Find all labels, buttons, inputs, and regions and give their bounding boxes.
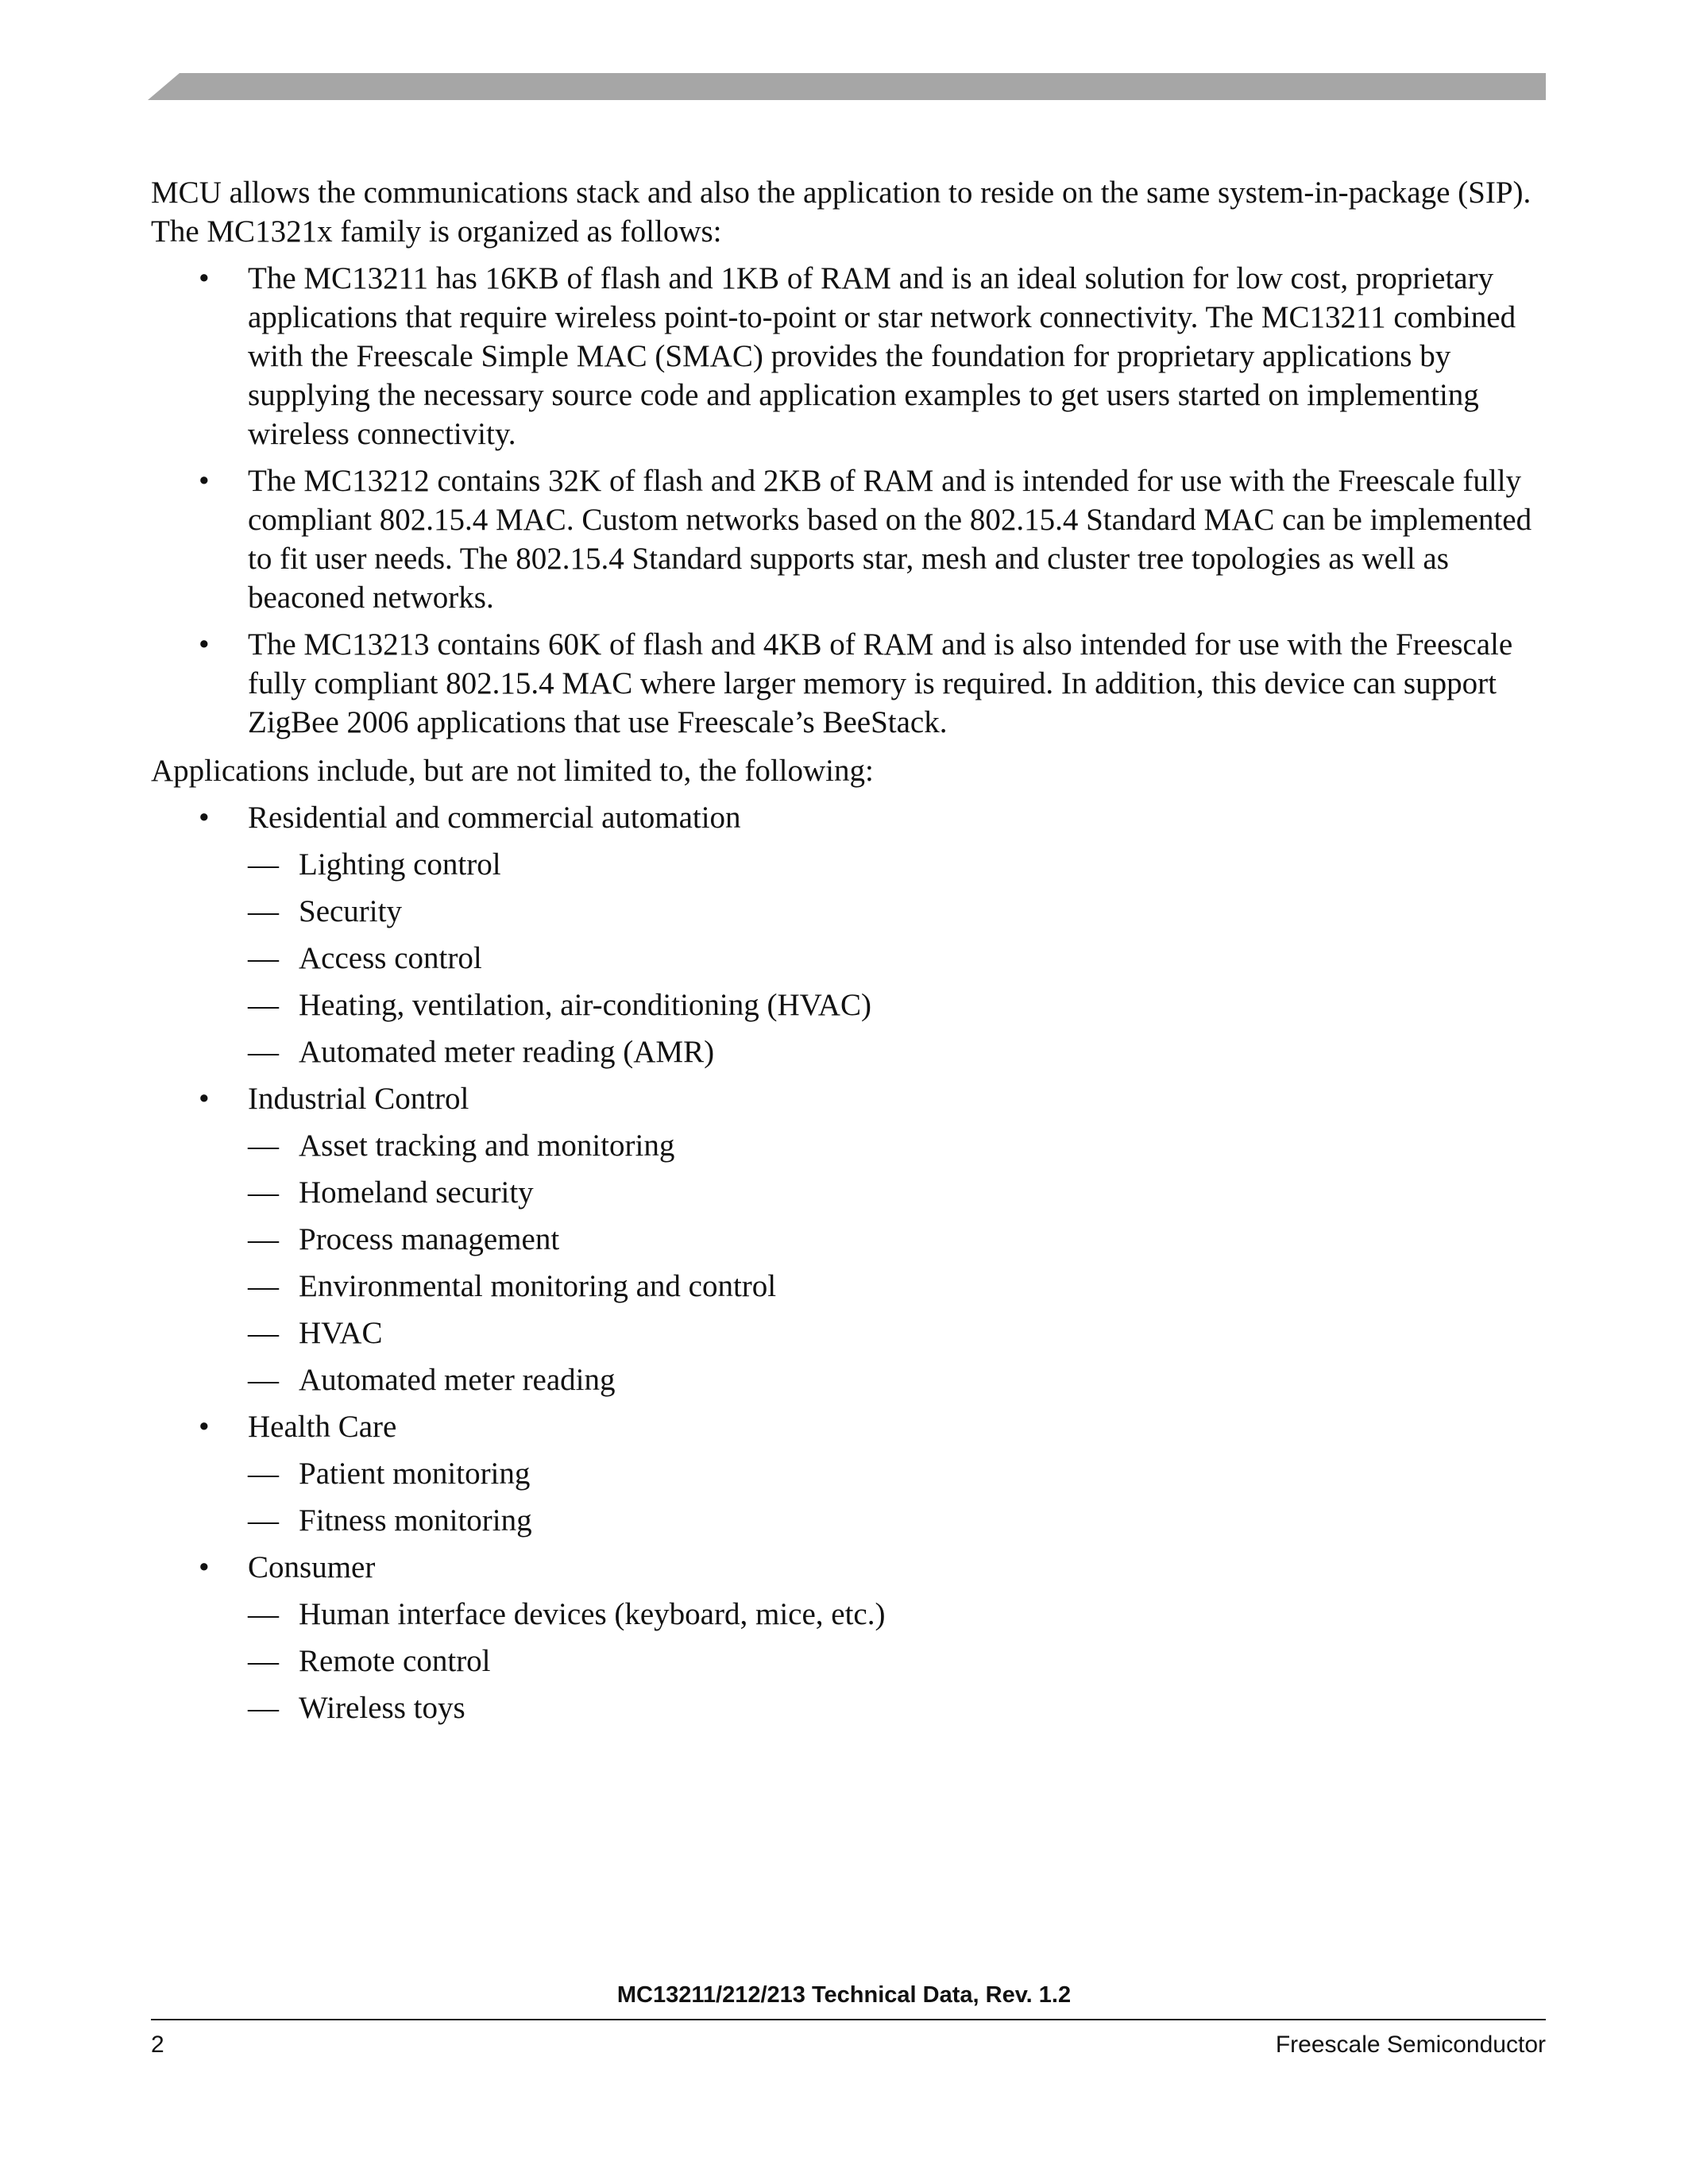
family-item-text: The MC13212 contains 32K of flash and 2KB of RAM and is intended for use with the Freescale fully compliant 802.15.4 MAC. Custom networks based on the 802.15.4 Standard MAC can be implemented to fit user needs. The 802.15.4 Standard supports star, mesh and cluster tree topologies as well as beaconed networks. <box>248 464 1532 615</box>
family-list <box>151 259 1549 742</box>
application-sub-item <box>248 1173 1549 1212</box>
sub-item-text: Human interface devices (keyboard, mice, etc.) <box>299 1597 886 1631</box>
application-sub-item <box>248 1501 1549 1540</box>
footer-document-title: MC13211/212/213 Technical Data, Rev. 1.2 <box>616 1982 1072 2008</box>
sub-item-text: Automated meter reading (AMR) <box>299 1035 715 1069</box>
sub-item-text: Lighting control <box>299 847 501 882</box>
sub-item-text: Patient monitoring <box>299 1457 531 1491</box>
application-group-consumer <box>151 1548 1549 1727</box>
application-group-label: Consumer <box>248 1550 376 1584</box>
sub-item-text: Asset tracking and monitoring <box>299 1129 675 1163</box>
application-group-label: Industrial Control <box>248 1082 469 1116</box>
sub-item-text: Process management <box>299 1222 560 1256</box>
header-bar <box>148 73 1546 100</box>
sub-item-text: Security <box>299 894 402 928</box>
application-sub-list <box>248 1454 1549 1540</box>
family-item-mc13211 <box>151 259 1549 453</box>
application-sub-list <box>248 1126 1549 1399</box>
applications-list <box>151 798 1549 1727</box>
application-sub-item <box>248 1220 1549 1259</box>
family-item-text: The MC13213 contains 60K of flash and 4KB of RAM and is also intended for use with the Freescale fully compliant 802.15.4 MAC where larger memory is required. In addition, this device can support ZigBee 2006 applications that use Freescale’s BeeStack. <box>248 627 1513 739</box>
family-item-mc13212 <box>151 461 1549 617</box>
application-group-residential <box>151 798 1549 1071</box>
dash-icon: — <box>248 1222 279 1256</box>
dash-icon: — <box>248 847 279 882</box>
application-sub-item <box>248 892 1549 931</box>
dash-icon: — <box>248 1175 279 1210</box>
header-bar-shape <box>148 73 1546 100</box>
sub-item-text: Access control <box>299 941 482 975</box>
footer-divider <box>151 2019 1546 2020</box>
bullet-icon: • <box>199 1550 210 1584</box>
dash-icon: — <box>248 894 279 928</box>
family-item-text: The MC13211 has 16KB of flash and 1KB of RAM and is an ideal solution for low cost, proprietary applications that require wireless point-to-point or star network connectivity. The MC13211 combined with the Freescale Simple MAC (SMAC) provides the foundation for proprietary applications by supplying the necessary source code and application examples to get users started on implementing wireless connectivity. <box>248 261 1516 451</box>
dash-icon: — <box>248 1644 279 1678</box>
application-sub-item <box>248 1314 1549 1352</box>
bullet-icon: • <box>199 261 210 295</box>
sub-item-text: HVAC <box>299 1316 383 1350</box>
application-sub-item <box>248 939 1549 978</box>
application-sub-item <box>248 1595 1549 1634</box>
sub-item-text: Fitness monitoring <box>299 1503 532 1538</box>
dash-icon: — <box>248 941 279 975</box>
footer-company-name: Freescale Semiconductor <box>1275 2032 1546 2058</box>
application-group-industrial <box>151 1079 1549 1399</box>
application-group-health-care <box>151 1407 1549 1540</box>
dash-icon: — <box>248 1597 279 1631</box>
application-sub-item <box>248 845 1549 884</box>
dash-icon: — <box>248 1269 279 1303</box>
application-sub-item <box>248 1267 1549 1306</box>
application-sub-item <box>248 1688 1549 1727</box>
bullet-icon: • <box>199 464 210 498</box>
intro-paragraph: MCU allows the communications stack and also the application to reside on the same system-in-package (SIP). The MC1321x family is organized as follows: <box>151 176 1532 249</box>
bullet-icon: • <box>199 1082 210 1116</box>
sub-item-text: Heating, ventilation, air-conditioning (HVAC) <box>299 988 871 1022</box>
page-body <box>151 173 1549 1735</box>
application-sub-item <box>248 1360 1549 1399</box>
sub-item-text: Homeland security <box>299 1175 534 1210</box>
application-sub-item <box>248 1032 1549 1071</box>
application-sub-item <box>248 1642 1549 1680</box>
application-sub-item <box>248 1126 1549 1165</box>
dash-icon: — <box>248 1316 279 1350</box>
bullet-icon: • <box>199 627 210 662</box>
application-sub-list <box>248 1595 1549 1727</box>
dash-icon: — <box>248 1457 279 1491</box>
sub-item-text: Environmental monitoring and control <box>299 1269 777 1303</box>
dash-icon: — <box>248 1691 279 1725</box>
sub-item-text: Automated meter reading <box>299 1363 616 1397</box>
dash-icon: — <box>248 1363 279 1397</box>
dash-icon: — <box>248 1035 279 1069</box>
application-group-label: Residential and commercial automation <box>248 801 741 835</box>
family-item-mc13213 <box>151 625 1549 742</box>
bullet-icon: • <box>199 801 210 835</box>
application-sub-item <box>248 1454 1549 1493</box>
footer-page-number: 2 <box>151 2032 164 2058</box>
dash-icon: — <box>248 1503 279 1538</box>
application-sub-item <box>248 986 1549 1024</box>
application-group-label: Health Care <box>248 1410 397 1444</box>
sub-item-text: Wireless toys <box>299 1691 465 1725</box>
dash-icon: — <box>248 1129 279 1163</box>
dash-icon: — <box>248 988 279 1022</box>
sub-item-text: Remote control <box>299 1644 491 1678</box>
bullet-icon: • <box>199 1410 210 1444</box>
applications-intro: Applications include, but are not limited to, the following: <box>151 754 874 788</box>
application-sub-list <box>248 845 1549 1071</box>
